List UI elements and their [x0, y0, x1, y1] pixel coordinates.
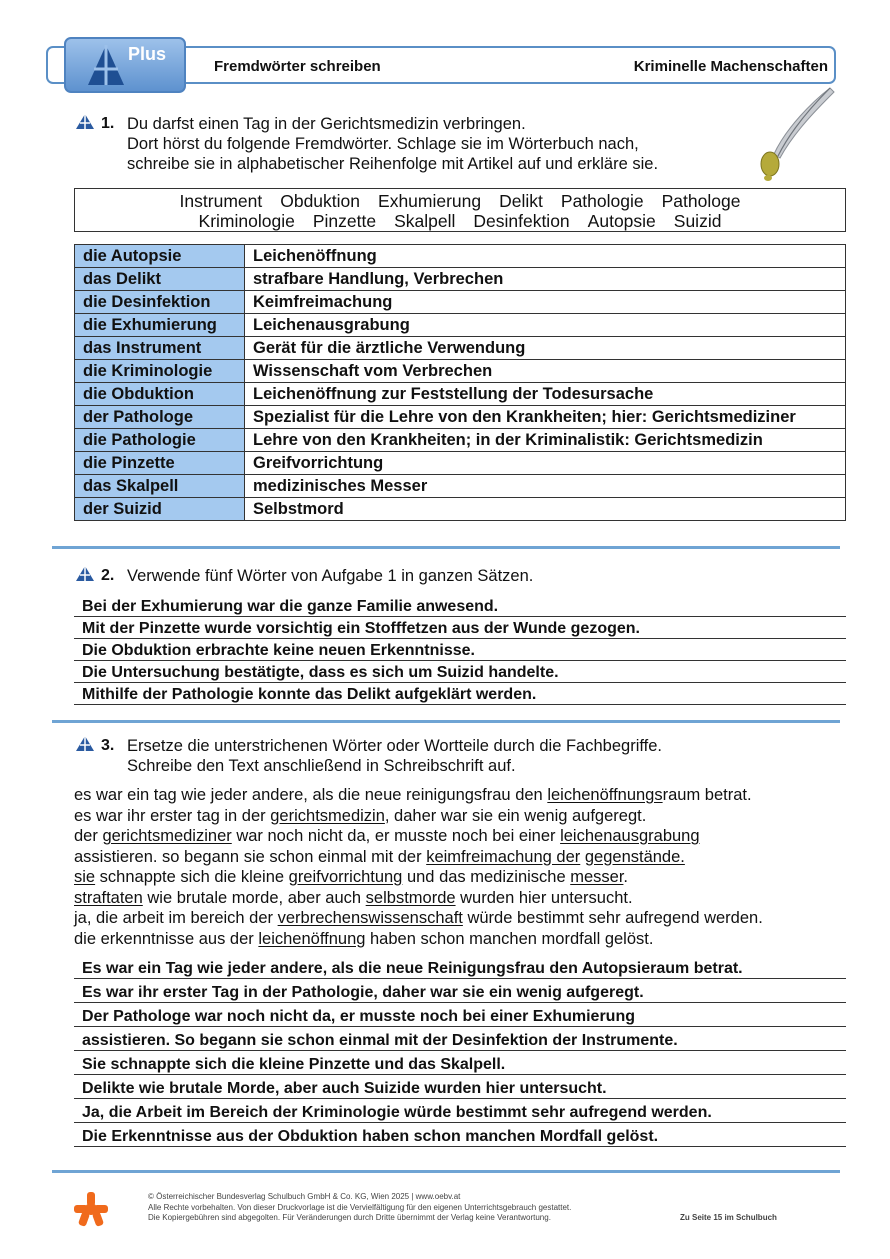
text-segment: die erkenntnisse aus der: [74, 929, 259, 948]
answer-line: Es war ein Tag wie jeder andere, als die neue Reinigungsfrau den Autopsieraum betrat.: [74, 957, 846, 979]
word: Instrument: [179, 191, 263, 211]
table-row: [75, 475, 846, 498]
term-cell: das Delikt: [75, 268, 245, 291]
underlined-word: gerichtsmediziner: [102, 827, 232, 845]
task1-line: Du darfst einen Tag in der Gerichtsmedizin verbringen.: [127, 115, 526, 133]
text-segment: es war ein tag wie jeder andere, als die neue reinigungsfrau den: [74, 786, 548, 804]
task1-line: schreibe sie in alphabetischer Reihenfolge mit Artikel auf und erkläre sie.: [127, 155, 659, 173]
definition-cell: Keimfreimachung: [245, 291, 846, 314]
footer-logo-icon: [72, 1190, 110, 1228]
table-row: [75, 268, 846, 291]
definition-cell: strafbare Handlung, Verbrechen: [245, 268, 846, 291]
task3-number: 3.: [101, 737, 115, 754]
answer-line: Delikte wie brutale Morde, aber auch Suizide wurden hier untersucht.: [74, 1077, 846, 1099]
text-segment: , daher war sie ein wenig aufgeregt.: [384, 806, 647, 825]
term-cell: die Exhumierung: [75, 314, 245, 337]
footer-line: © Österreichischer Bundesverlag Schulbuch GmbH & Co. KG, Wien 2025 | www.oebv.at: [148, 1192, 461, 1201]
task-pyramid-icon: [75, 565, 95, 582]
word-row-2: [75, 211, 845, 231]
exercise-text-line: [74, 826, 763, 847]
underlined-word: leichenöffnungs: [547, 786, 663, 804]
text-segment: assistieren. so begann sie schon einmal mit der: [74, 847, 427, 866]
exercise-text: [74, 785, 763, 949]
word: Kriminologie: [198, 211, 295, 231]
text-segment: haben schon manchen mordfall gelöst.: [365, 929, 654, 948]
table-row: [75, 452, 846, 475]
exercise-text-line: [74, 908, 763, 929]
table-row: [75, 383, 846, 406]
answer-line: Bei der Exhumierung war die ganze Familie anwesend.: [74, 595, 846, 617]
answer-line: Mit der Pinzette wurde vorsichtig ein Stofffetzen aus der Wunde gezogen.: [74, 617, 846, 639]
section-divider: [52, 1170, 840, 1173]
underlined-word: gegenstände.: [584, 847, 685, 866]
table-row: [75, 498, 846, 521]
term-cell: das Instrument: [75, 337, 245, 360]
exercise-text-line: [74, 867, 763, 888]
text-segment: der: [74, 827, 103, 845]
text-segment: war noch nicht da, er musste noch bei einer: [231, 827, 561, 845]
underlined-word: gerichtsmedizin: [270, 806, 385, 825]
exercise-text-line: [74, 806, 763, 827]
task3-line: Schreibe den Text anschließend in Schreibschrift auf.: [127, 757, 516, 775]
term-cell: die Pathologie: [75, 429, 245, 452]
section-divider: [52, 720, 840, 723]
answer-line: Die Erkenntnisse aus der Obduktion haben schon manchen Mordfall gelöst.: [74, 1125, 846, 1147]
word: Desinfektion: [473, 211, 570, 231]
underlined-word: sie: [74, 868, 96, 886]
term-cell: die Kriminologie: [75, 360, 245, 383]
section-divider: [52, 546, 840, 549]
text-segment: es war ihr erster tag in der: [74, 806, 271, 825]
footer-line: Die Kopiergebühren sind abgegolten. Für Veränderungen durch Dritte übernimmt der Verlag keine Verantwortung.: [148, 1213, 551, 1222]
word: Delikt: [499, 191, 543, 211]
definition-cell: Leichenöffnung: [245, 245, 846, 268]
answer-line: Ja, die Arbeit im Bereich der Kriminologie würde bestimmt sehr aufregend werden.: [74, 1101, 846, 1123]
word: Skalpell: [394, 211, 456, 231]
exercise-text-line: [74, 785, 763, 806]
word-row-1: [75, 191, 845, 211]
word: Pinzette: [312, 211, 377, 231]
answer-line: Sie schnappte sich die kleine Pinzette und das Skalpell.: [74, 1053, 846, 1075]
term-cell: die Obduktion: [75, 383, 245, 406]
text-segment: und das medizinische: [402, 868, 571, 886]
glossary-table: [74, 244, 846, 521]
publisher-logo: [64, 37, 186, 93]
text-segment: wurden hier untersucht.: [455, 888, 633, 907]
logo-text: Plus: [128, 44, 167, 64]
footer-line: Alle Rechte vorbehalten. Von dieser Druckvorlage ist die Vervielfältigung für den eigenen Unterrichtsgebrauch gestattet.: [148, 1202, 572, 1212]
answer-line: Die Untersuchung bestätigte, dass es sich um Suizid handelte.: [74, 661, 846, 683]
page-reference: Zu Seite 15 im Schulbuch: [680, 1213, 777, 1222]
table-row: [75, 429, 846, 452]
text-segment: .: [623, 868, 629, 886]
table-row: [75, 245, 846, 268]
footer-copyright: [148, 1192, 571, 1224]
definition-cell: Gerät für die ärztliche Verwendung: [245, 337, 846, 360]
table-row: [75, 406, 846, 429]
answer-line: Es war ihr erster Tag in der Pathologie, daher war sie ein wenig aufgeregt.: [74, 981, 846, 1003]
definition-cell: Lehre von den Krankheiten; in der Kriminalistik: Gerichtsmedizin: [245, 429, 846, 452]
task3-instruction: [127, 736, 662, 776]
term-cell: das Skalpell: [75, 475, 245, 498]
task2-instruction: Verwende fünf Wörter von Aufgabe 1 in ganzen Sätzen.: [127, 567, 534, 585]
text-segment: wie brutale morde, aber auch: [142, 888, 366, 907]
task3-line: Ersetze die unterstrichenen Wörter oder Wortteile durch die Fachbegriffe.: [127, 737, 662, 755]
answer-line: Die Obduktion erbrachte keine neuen Erkenntnisse.: [74, 639, 846, 661]
word: Obduktion: [280, 191, 361, 211]
definition-cell: Greifvorrichtung: [245, 452, 846, 475]
term-cell: der Pathologe: [75, 406, 245, 429]
definition-cell: Wissenschaft vom Verbrechen: [245, 360, 846, 383]
word: Exhumierung: [378, 191, 482, 211]
term-cell: der Suizid: [75, 498, 245, 521]
word: Pathologe: [661, 191, 741, 211]
exercise-text-line: [74, 929, 763, 950]
task1-line: Dort hörst du folgende Fremdwörter. Schlage sie im Wörterbuch nach,: [127, 135, 639, 153]
answer-line: assistieren. So begann sie schon einmal mit der Desinfektion der Instrumente.: [74, 1029, 846, 1051]
text-segment: würde bestimmt sehr aufregend werden.: [462, 909, 763, 927]
underlined-word: keimfreimachung der: [426, 847, 581, 866]
term-cell: die Autopsie: [75, 245, 245, 268]
word: Pathologie: [560, 191, 644, 211]
word: Autopsie: [587, 211, 656, 231]
underlined-word: messer: [570, 868, 624, 886]
task1-instruction: [127, 114, 658, 174]
definition-cell: Leichenausgrabung: [245, 314, 846, 337]
exercise-text-line: [74, 847, 763, 868]
header-right-title: Kriminelle Machenschaften: [633, 58, 828, 75]
definition-cell: Leichenöffnung zur Feststellung der Todesursache: [245, 383, 846, 406]
task-pyramid-icon: [75, 735, 95, 752]
underlined-word: leichenöffnung: [258, 929, 366, 948]
text-segment: schnappte sich die kleine: [95, 868, 289, 886]
underlined-word: verbrechenswissenschaft: [277, 909, 463, 927]
underlined-word: leichenausgrabung: [560, 827, 700, 845]
table-row: [75, 337, 846, 360]
underlined-word: selbstmorde: [365, 888, 456, 907]
underlined-word: greifvorrichtung: [288, 868, 403, 886]
task2-number: 2.: [101, 567, 115, 584]
definition-cell: Spezialist für die Lehre von den Krankheiten; hier: Gerichtsmediziner: [245, 406, 846, 429]
answer-line: Mithilfe der Pathologie konnte das Delikt aufgeklärt werden.: [74, 683, 846, 705]
underlined-word: straftaten: [74, 888, 143, 907]
table-row: [75, 291, 846, 314]
definition-cell: Selbstmord: [245, 498, 846, 521]
definition-cell: medizinisches Messer: [245, 475, 846, 498]
word-box: [74, 188, 846, 232]
term-cell: die Desinfektion: [75, 291, 245, 314]
task1-number: 1.: [101, 115, 115, 132]
table-row: [75, 314, 846, 337]
quill-pen-icon: [752, 84, 836, 186]
task-pyramid-icon: [75, 113, 95, 130]
header-left-title: Fremdwörter schreiben: [214, 58, 381, 75]
answer-line: Der Pathologe war noch nicht da, er musste noch bei einer Exhumierung: [74, 1005, 846, 1027]
word: Suizid: [673, 211, 722, 231]
text-segment: raum betrat.: [662, 786, 752, 804]
table-row: [75, 360, 846, 383]
term-cell: die Pinzette: [75, 452, 245, 475]
exercise-text-line: [74, 888, 763, 909]
text-segment: ja, die arbeit im bereich der: [74, 909, 278, 927]
